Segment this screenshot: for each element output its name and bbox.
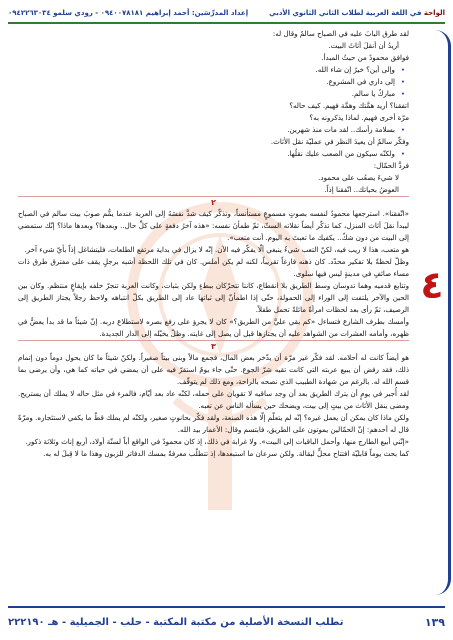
paragraph: فوافق محمودٌ من حيثُ المبدأ. bbox=[321, 53, 409, 62]
paragraph: لا شيءَ يصعُب على محمود. bbox=[318, 173, 399, 182]
paragraph: كما بحث يوماً قابليّة افتتاح محلٍّ لبقالة. ولكن سرعان ما استبعدها، إذ تتطلّب معرفةً بمسك الدفاتر للزبون وهذا ما لا قِبلَ له به. bbox=[43, 449, 409, 458]
paragraph: هو متعب، هذا لا ريب فيه، لكنّ التعب شيءٌ ينبغي ألّا يفكّر فيه الآن. إنّه لا يزال في بداية مرتفع الطلعات، فليتشاغل إذاً بأيّ شيء آخر. bbox=[24, 245, 409, 254]
paragraph: • مباركٌ يا سالم. bbox=[18, 88, 409, 100]
paragraph: «إنّني أبيع الطارج منها، وأحمل الباقيات إلى البيت». ولا غرابة في ذلك، إذ كان محمودٌ في الواقع أباً لستّة أولاد، أربع إناث وثلاثة ذكور. bbox=[25, 437, 409, 446]
paragraph: لقد أُجبر في يومٍ أن يترك الطريق بعد أن وجد ساقيه لا تقويان على حمله، لكنّه عاد بعد أيّام، فالمرء في مثل حاله لا يملك أن يستريح. ومضى ينقل الأثاث من بيتٍ إلى بيت، ويضحك حين يسأله الناس عن تعبه. bbox=[18, 389, 409, 410]
paragraph: ولكن ماذا كان يمكن أن يعمل غيره؟ إنّه لم يتعلّم إلّا هذه الصنعة، ولقد فكّر بحانوتٍ صغير، ولكنّه لم يملك قطّ ما يكفي لاستئجاره. ومرّةً قال له أحدهم: إنّ الحمّالين يموتون على الطريق، فابتسم وقال: الأعمار بيد الله. bbox=[18, 413, 409, 434]
paragraph: مرّة أخرى فهيم. لماذا يذكرونه به؟ bbox=[309, 113, 409, 122]
header-title bbox=[269, 9, 445, 17]
header-subject: في اللغة العربية لطلاب الثاني الثانوي الأدبي bbox=[269, 9, 422, 17]
paragraph: فردَّ الحمّال: bbox=[373, 161, 409, 170]
page-number: ١٣٩ bbox=[424, 615, 445, 629]
page-footer bbox=[8, 610, 445, 634]
article-body bbox=[18, 28, 409, 603]
paragraph: • وإلى أين؟ خيرٌ إن شاء الله. bbox=[18, 64, 409, 76]
header-rule bbox=[8, 22, 445, 24]
paragraph: وظلّ لحظةً بلا تفكير محدّد. كان ذهنه فارغاً تقريباً، لكنه لم يكن أملس. كان في تلك اللحظة أشبه برجلٍ يقف على مفترق طرق ذات مساء صائفٍ في مدينةٍ ليس فيها سلوى. bbox=[18, 257, 409, 278]
footer-rule bbox=[8, 606, 445, 608]
paragraph: • إلى داري في المشروع. bbox=[18, 76, 409, 88]
header-author: إعداد المدرِّسَين: أحمد إبراهيم ٠٩٤٠٠٧٨١٨١ - رودي سلمو ٠٩٤٢٢٦٣٠٣٤ bbox=[8, 9, 249, 17]
paragraph: وأمسك بطرف الشارع فتساءل «كم بقي عليَّ من الطريق؟» كان لا يجرؤ على رفع بصره لاستطلاع دربه. إنّ شيئاً ما قد بدأ يعضُّ في ظهره، وأمامه العشرات من الشواهد عليه أن يجتازها قبل أن يصل إلى غايته. وظلّ يخيّله إلى الدار الجديدة. bbox=[18, 317, 409, 338]
paragraph: أريدُ أن أنقلَ أثاثَ البيت. bbox=[328, 41, 399, 50]
paragraph: • ولكنّه سيكون من الصعب عليك نقلُها. bbox=[18, 148, 409, 160]
page-header bbox=[8, 5, 445, 21]
header-brand: الواحة bbox=[423, 9, 445, 17]
paragraph: وفكّر سالمٌ أن يعيدَ النظر في عمليّة نقل الأثاث. bbox=[270, 137, 409, 146]
section-divider: ٢ bbox=[18, 196, 409, 208]
paragraph: العوضُ بحياتك.. اتّفقنا إذاً. bbox=[324, 185, 399, 194]
paragraph: هو أيضاً كانت له أحلامه. لقد فكّر غير مرّة أن يدّخر بعض المال، فجمع مالاً وبنى بيتاً صغيراً. ولكنّ شيئاً ما كان يحول دوماً دون إتمام ذلك، فقد رفض أن يبيع عربته التي كانت تقيه شرّ الجوع. حتّى جاء يومٌ استقرّ فيه على أن يمضي في حياته كما هي، وأن يرضى بما قسم الله له. بالرغم من شهادة الطبيب الذي نصحه بالراحة، ومع ذلك لم يتوقّف. bbox=[18, 353, 409, 386]
section-divider: ٣ bbox=[18, 340, 409, 352]
paragraph: «اتّفقنا». استرجعها محمودٌ لنفسه بصوتٍ مسموعٍ مستأنساً، وتذكّر كيف شدَّ نفسَهُ إلى العربة عندما يمُّم صوبَ بيت سالم في الصباح ليبدأ نقلَ أثاث المنزل، كما تذكّر أيضاً نقلاته الستّ، ثمّ طمأنَ نفسه: «هذه آخرُ دفعةٍ على كلِّ حال.. وبعدها؟ وبعدها ماذا؟ إنّك ستمضي إلى البيت من دون شكّ.. يكفيك ما تعبتَ به اليوم. أنت متعب». bbox=[18, 209, 409, 242]
paragraph: وتتابع قدميه وهما تدوسان وسط الطريق بلا انقطاع، كانتا تتحرّكان ببطءٍ ولكن بثبات، وكانت العربة تنجرّ خلفه بإيقاعٍ منتظم. وكان بين الحين والآخر يلتفت إلى الوراء إلى الحمولة، حتّى إذا اطمأنّ إلى ثباتها عاد إلى الطريق بكلّ انتباهه ولاحظ رجلاً يجتاز الطريق إلى الرصيف، ثمّ رأى بعد لحظات امرأةً مائلةً تحمل طفلاً. bbox=[18, 281, 409, 314]
side-band bbox=[415, 30, 451, 595]
paragraph: اتفقنا؟ أريد همَّتك وهمَّة فهيم. كيف حاله؟ bbox=[289, 101, 409, 110]
footer-advert: تطلب النسخة الأصلية من مكتبة المكتبة - حلب - الجميلية - هـ ٢٢٢١٩٠ bbox=[8, 616, 344, 628]
side-lesson-number: ٤ bbox=[420, 263, 444, 307]
paragraph: لقد طرق البابَ عليه في الصباح سالمٌ وقال له: bbox=[272, 29, 409, 38]
paragraph: • بسلامة رأسك.. لقد مات منذ شهرين. bbox=[18, 124, 409, 136]
